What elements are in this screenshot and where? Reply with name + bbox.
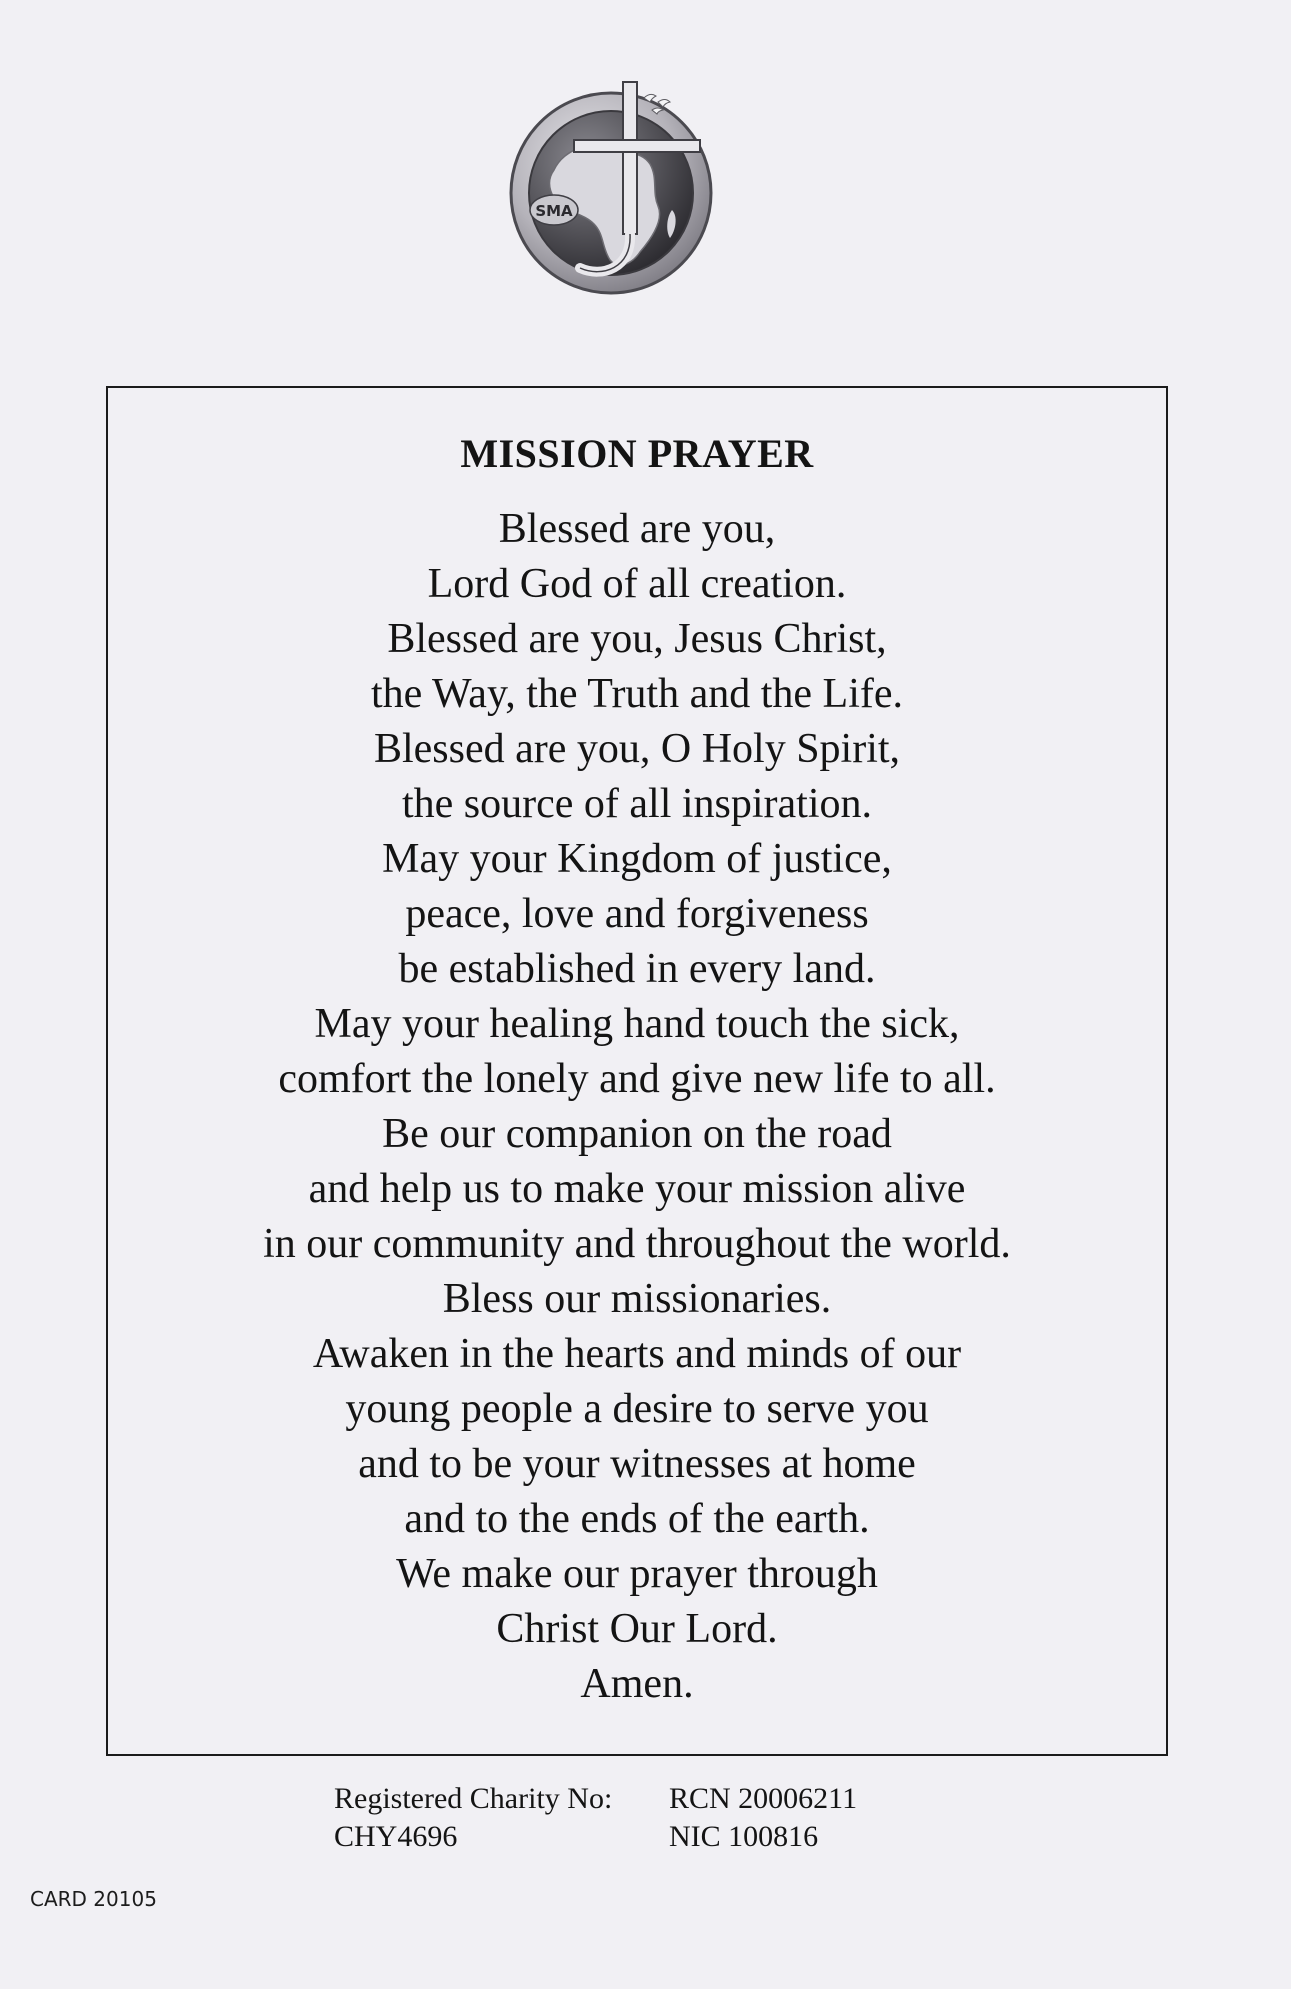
prayer-line: be established in every land. bbox=[398, 946, 876, 992]
chy-number: CHY4696 bbox=[334, 1820, 458, 1853]
nic-number: NIC 100816 bbox=[669, 1820, 819, 1853]
prayer-line: in our community and throughout the world. bbox=[263, 1221, 1011, 1267]
card-number: CARD 20105 bbox=[30, 1887, 157, 1911]
prayer-line: Blessed are you, Jesus Christ, bbox=[387, 616, 887, 662]
prayer-title: MISSION PRAYER bbox=[460, 431, 814, 476]
prayer-line: Blessed are you, O Holy Spirit, bbox=[373, 726, 901, 772]
prayer-line: peace, love and forgiveness bbox=[405, 891, 869, 937]
prayer-line: comfort the lonely and give new life to all. bbox=[278, 1056, 996, 1102]
sma-africa-cross-logo-icon bbox=[502, 78, 720, 296]
prayer-line: and to be your witnesses at home bbox=[358, 1441, 916, 1487]
prayer-line: young people a desire to serve you bbox=[345, 1386, 929, 1432]
charity-info bbox=[334, 1780, 857, 1856]
charity-label: Registered Charity No: bbox=[334, 1782, 613, 1815]
prayer-line: and help us to make your mission alive bbox=[308, 1166, 966, 1212]
rcn-number: RCN 20006211 bbox=[669, 1782, 858, 1815]
prayer-line: Lord God of all creation. bbox=[427, 561, 847, 607]
prayer-line: Awaken in the hearts and minds of our bbox=[312, 1331, 962, 1377]
prayer-line: the source of all inspiration. bbox=[401, 781, 873, 827]
prayer-line: and to the ends of the earth. bbox=[404, 1496, 870, 1542]
prayer-text bbox=[108, 502, 1166, 1712]
prayer-line: Be our companion on the road bbox=[382, 1111, 892, 1157]
prayer-line: May your healing hand touch the sick, bbox=[314, 1001, 960, 1047]
prayer-line: We make our prayer through bbox=[396, 1551, 878, 1597]
sma-logo bbox=[502, 78, 720, 296]
prayer-line: Blessed are you, bbox=[498, 506, 776, 552]
prayer-line: Amen. bbox=[580, 1661, 694, 1707]
prayer-line: May your Kingdom of justice, bbox=[382, 836, 892, 882]
prayer-line: the Way, the Truth and the Life. bbox=[370, 671, 904, 717]
prayer-card bbox=[106, 386, 1168, 1756]
svg-text:SMA: SMA bbox=[535, 202, 573, 220]
prayer-line: Christ Our Lord. bbox=[496, 1606, 778, 1652]
prayer-line: Bless our missionaries. bbox=[442, 1276, 832, 1322]
